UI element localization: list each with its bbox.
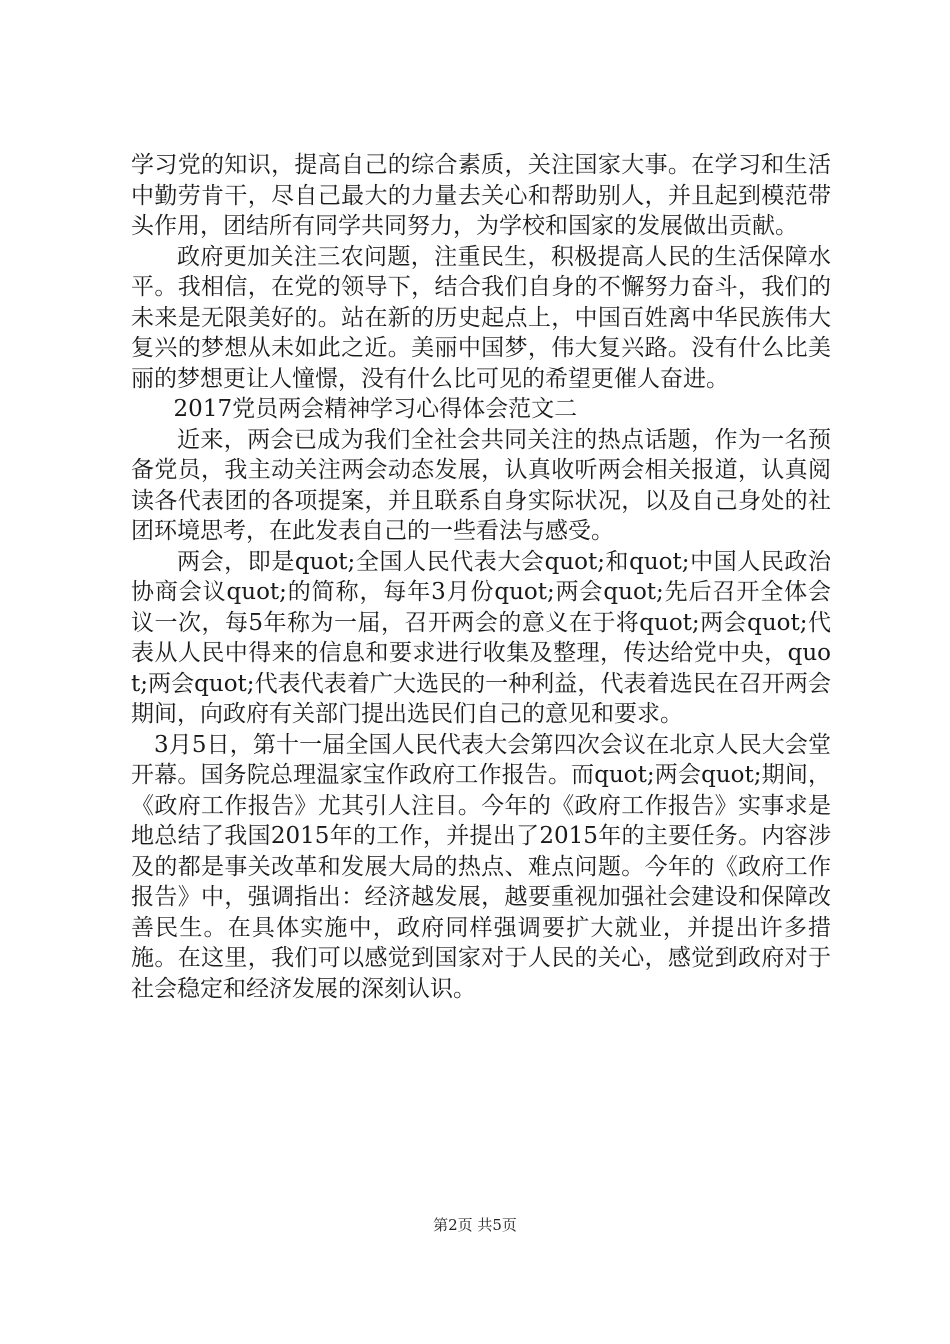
- paragraph-4: 两会，即是quot;全国人民代表大会quot;和quot;中国人民政治协商会议quot;的简称，每年3月份quot;两会quot;先后召开全体会议一次，每5年称为一届，召开两会的意义在于将quot;两会quot;代表从人民中得来的信息和要求进行收集及整理，传达给党中央，quot;两会quot;代表代表着广大选民的一种利益，代表着选民在召开两会期间，向政府有关部门提出选民们自己的意见和要求。: [131, 548, 831, 727]
- paragraph-1: 学习党的知识，提高自己的综合素质，关注国家大事。在学习和生活中勤劳肯干，尽自己最大的力量去关心和帮助别人，并且起到模范带头作用，团结所有同学共同努力，为学校和国家的发展做出贡献。: [131, 152, 831, 239]
- paragraph-5: 3月5日，第十一届全国人民代表大会第四次会议在北京人民大会堂开幕。国务院总理温家宝作政府工作报告。而quot;两会quot;期间，《政府工作报告》尤其引人注目。今年的《政府工作报告》实事求是地总结了我国2015年的工作，并提出了2015年的主要任务。内容涉及的都是事关改革和发展大局的热点、难点问题。今年的《政府工作报告》中，强调指出：经济越发展，越要重视加强社会建设和保障改善民生。在具体实施中，政府同样强调要扩大就业，并提出许多措施。在这里，我们可以感觉到国家对于人民的关心，感觉到政府对于社会稳定和经济发展的深刻认识。: [131, 731, 831, 1002]
- paragraph-3: 近来，两会已成为我们全社会共同关注的热点话题，作为一名预备党员，我主动关注两会动态发展，认真收听两会相关报道，认真阅读各代表团的各项提案，并且联系自身实际状况，以及自己身处的社团环境思考，在此发表自己的一些看法与感受。: [131, 426, 831, 544]
- page-footer: 第2页 共5页: [433, 1216, 517, 1234]
- document-body: [131, 150, 831, 1004]
- section-heading: 2017党员两会精神学习心得体会范文二: [173, 396, 578, 422]
- paragraph-2: 政府更加关注三农问题，注重民生，积极提高人民的生活保障水平。我相信，在党的领导下，结合我们自身的不懈努力奋斗，我们的未来是无限美好的。站在新的历史起点上，中国百姓离中华民族伟大复兴的梦想从未如此之近。美丽中国梦，伟大复兴路。没有什么比美丽的梦想更让人憧憬，没有什么比可见的希望更催人奋进。: [131, 243, 831, 392]
